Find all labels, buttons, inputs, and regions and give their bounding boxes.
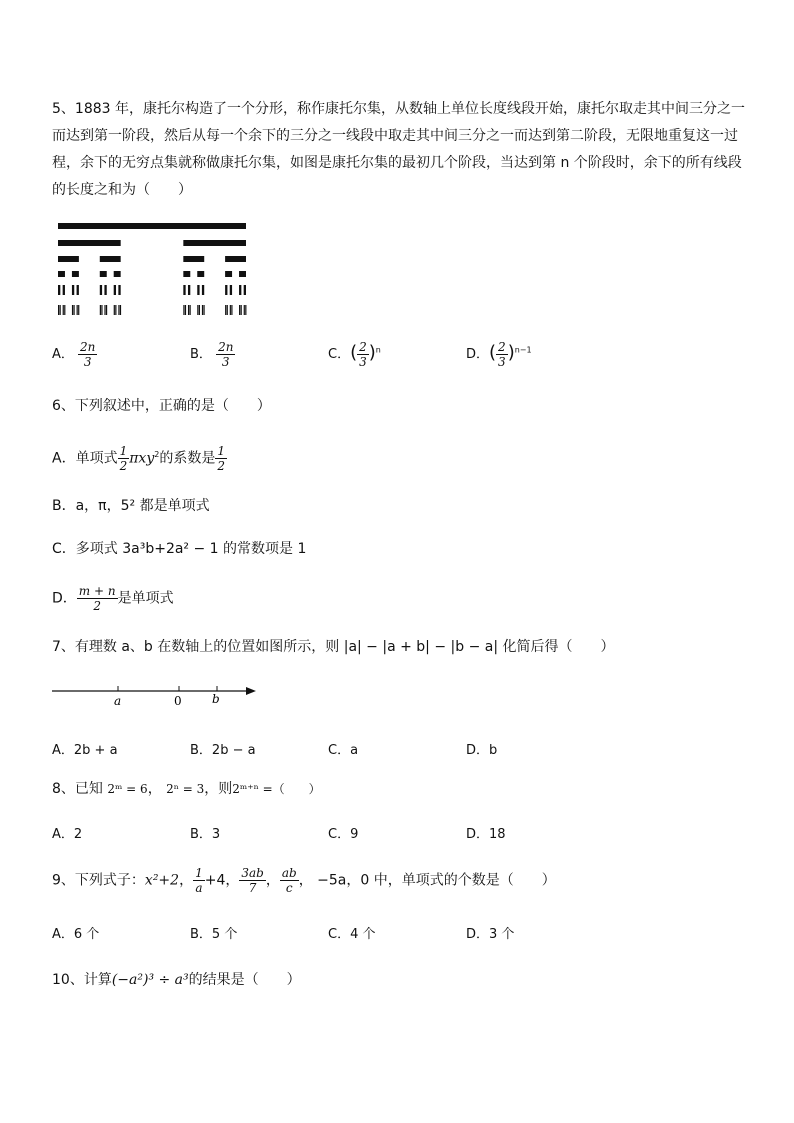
cantor-stage-5-segment xyxy=(227,305,228,315)
q5-option-b[interactable]: B． $\frac{2n}{3}$ xyxy=(190,340,234,369)
cantor-stage-5-segment xyxy=(104,305,105,315)
cantor-stage-2-segment xyxy=(183,256,204,262)
cantor-stage-5-segment xyxy=(72,305,73,315)
cantor-stage-3-segment xyxy=(225,271,232,277)
cantor-stage-5-segment xyxy=(58,305,59,315)
cantor-stage-4-segment xyxy=(58,285,60,295)
cantor-stage-5-segment xyxy=(244,305,245,315)
q5-option-c[interactable]: C．( $\frac{2}{3}$ )$^n$ xyxy=(328,340,381,369)
cantor-stage-4-segment xyxy=(230,285,232,295)
q10-stem: 10、计算(−a²)³ ÷ a³的结果是（ ） xyxy=(52,972,301,988)
cantor-stage-2-segment xyxy=(100,256,121,262)
cantor-stage-3-segment xyxy=(58,271,65,277)
q8-option-b[interactable]: B．3 xyxy=(190,827,221,842)
cantor-stage-4-segment xyxy=(188,285,190,295)
cantor-stage-4-segment xyxy=(183,285,185,295)
cantor-stage-4-segment xyxy=(104,285,106,295)
q7-stem: 7、有理数 a、b 在数轴上的位置如图所示，则 |a| − |a + b| − |b − a| 化简后得（ ） xyxy=(52,639,615,655)
q5-option-d[interactable]: D．( $\frac{2}{3}$ )$^{n-1}$ xyxy=(466,340,532,369)
cantor-stage-5-segment xyxy=(64,305,65,315)
q6-option-a[interactable]: A．单项式 $\frac{1}{2}$ πxy$^2$的系数是 $\frac{1}{2}$ xyxy=(52,444,225,474)
cantor-stage-5-segment xyxy=(225,305,226,315)
cantor-stage-3-segment xyxy=(239,271,246,277)
q7-option-d[interactable]: D．b xyxy=(466,743,498,758)
q6-option-c[interactable]: C．多项式 3a³b+2a² − 1 的常数项是 1 xyxy=(52,541,307,557)
q7-option-b[interactable]: B．2b − a xyxy=(190,743,256,758)
cantor-set-figure xyxy=(56,220,248,320)
cantor-stage-1-segment xyxy=(58,240,121,246)
cantor-stage-5-segment xyxy=(190,305,191,315)
cantor-stage-5-segment xyxy=(106,305,107,315)
cantor-stage-5-segment xyxy=(183,305,184,315)
cantor-stage-5-segment xyxy=(245,305,246,315)
cantor-stage-4-segment xyxy=(63,285,65,295)
q9-option-a[interactable]: A．6 个 xyxy=(52,927,100,942)
cantor-stage-5-segment xyxy=(239,305,240,315)
cantor-stage-3-segment xyxy=(72,271,79,277)
cantor-stage-5-segment xyxy=(199,305,200,315)
cantor-stage-5-segment xyxy=(231,305,232,315)
q7-option-a[interactable]: A．2b + a xyxy=(52,743,118,758)
cantor-stage-5-segment xyxy=(118,305,119,315)
cantor-stage-5-segment xyxy=(114,305,115,315)
cantor-stage-3-segment xyxy=(114,271,121,277)
q8-option-d[interactable]: D．18 xyxy=(466,827,506,842)
q9-stem: 9、下列式子：x²+2， $\frac{1}{a}$ +4， $\frac{3ab}{7}$ ， $\frac{ab}{c}$ ， −5a，0 中，单项式的个数是（ ） xyxy=(52,866,556,895)
cantor-stage-2-segment xyxy=(225,256,246,262)
q9-option-b[interactable]: B．5 个 xyxy=(190,927,238,942)
cantor-stage-3-segment xyxy=(183,271,190,277)
cantor-stage-5-segment xyxy=(73,305,74,315)
cantor-stage-0-segment xyxy=(58,223,246,229)
q7-option-c[interactable]: C．a xyxy=(328,743,359,758)
cantor-stage-3-segment xyxy=(100,271,107,277)
cantor-stage-4-segment xyxy=(72,285,74,295)
cantor-stage-5-segment xyxy=(241,305,242,315)
cantor-stage-3-segment xyxy=(197,271,204,277)
q8-stem: 8、已知 2ᵐ = 6， 2ⁿ = 3，则2ᵐ⁺ⁿ =（ ） xyxy=(52,781,321,797)
q8-option-c[interactable]: C．9 xyxy=(328,827,359,842)
cantor-stage-5-segment xyxy=(188,305,189,315)
q6-option-d[interactable]: D． $\frac{m + n}{2}$ 是单项式 xyxy=(52,584,174,613)
q6-option-b[interactable]: B．a，π，5² 都是单项式 xyxy=(52,498,210,514)
q9-option-d[interactable]: D．3 个 xyxy=(466,927,515,942)
q5-option-a[interactable]: A． $\frac{2n}{3}$ xyxy=(52,340,96,369)
label-zero: 0 xyxy=(174,694,182,708)
cantor-stage-5-segment xyxy=(230,305,231,315)
cantor-stage-5-segment xyxy=(78,305,79,315)
cantor-stage-5-segment xyxy=(77,305,78,315)
cantor-stage-5-segment xyxy=(120,305,121,315)
arrow-icon xyxy=(246,687,256,695)
cantor-stage-4-segment xyxy=(118,285,120,295)
cantor-stage-5-segment xyxy=(63,305,64,315)
cantor-stage-1-segment xyxy=(183,240,246,246)
q5-stem: 5、1883 年，康托尔构造了一个分形，称作康托尔集，从数轴上单位长度线段开始，康托尔取走其中间三分之一而达到第一阶段，然后从每一个余下的三分之一线段中取走其中间三分之一而达到第二阶段，无限地重复这一过程，余下的无穷点集就称做康托尔集，如图是康托尔集的最初几个阶段，当达到第 n 个阶段时，余下的所有线段的长度之和为（ ） xyxy=(52,101,745,198)
cantor-stage-5-segment xyxy=(197,305,198,315)
cantor-stage-4-segment xyxy=(100,285,102,295)
q8-option-a[interactable]: A．2 xyxy=(52,827,83,842)
cantor-stage-5-segment xyxy=(202,305,203,315)
label-a: a xyxy=(114,694,122,708)
cantor-stage-5-segment xyxy=(115,305,116,315)
q9-option-c[interactable]: C．4 个 xyxy=(328,927,376,942)
cantor-stage-4-segment xyxy=(225,285,227,295)
cantor-stage-5-segment xyxy=(60,305,61,315)
cantor-stage-4-segment xyxy=(202,285,204,295)
cantor-stage-5-segment xyxy=(100,305,101,315)
number-line-figure xyxy=(50,680,262,710)
cantor-stage-5-segment xyxy=(185,305,186,315)
cantor-stage-4-segment xyxy=(197,285,199,295)
cantor-stage-4-segment xyxy=(244,285,246,295)
label-b: b xyxy=(212,692,220,706)
cantor-stage-4-segment xyxy=(77,285,79,295)
cantor-stage-4-segment xyxy=(239,285,241,295)
cantor-stage-4-segment xyxy=(114,285,116,295)
q6-stem: 6、下列叙述中，正确的是（ ） xyxy=(52,398,271,414)
cantor-stage-2-segment xyxy=(58,256,79,262)
cantor-stage-5-segment xyxy=(203,305,204,315)
cantor-stage-5-segment xyxy=(101,305,102,315)
